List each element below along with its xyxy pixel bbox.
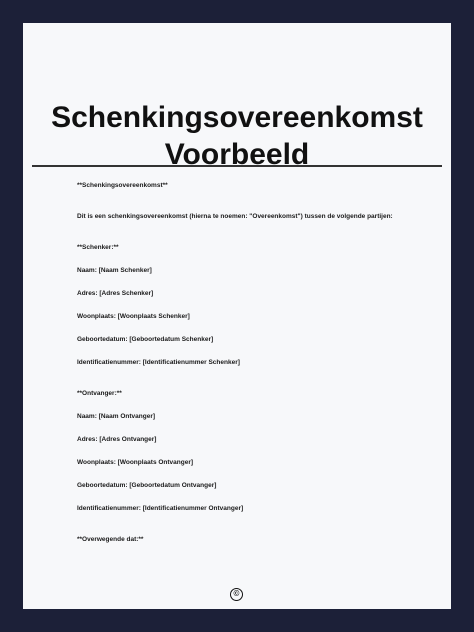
recipient-residence: Woonplaats: [Woonplaats Ontvanger] [77, 459, 194, 466]
title-divider [32, 165, 442, 167]
copyright-icon: © [230, 588, 243, 601]
intro-paragraph: Dit is een schenkingsovereenkomst (hierna te noemen: "Overeenkomst") tussen de volgende partijen: [77, 213, 393, 220]
recipient-name: Naam: [Naam Ontvanger] [77, 413, 156, 420]
recipient-birthdate: Geboortedatum: [Geboortedatum Ontvanger] [77, 482, 217, 489]
donor-residence: Woonplaats: [Woonplaats Schenker] [77, 313, 190, 320]
recipient-id-number: Identificatienummer: [Identificatienummer Ontvanger] [77, 505, 244, 512]
donor-id-number: Identificatienummer: [Identificatienummer Schenker] [77, 359, 240, 366]
title-line-2: Voorbeeld [164, 138, 310, 171]
recipient-address: Adres: [Adres Ontvanger] [77, 436, 157, 443]
donor-name: Naam: [Naam Schenker] [77, 267, 152, 274]
donor-address: Adres: [Adres Schenker] [77, 290, 154, 297]
title-line-1: Schenkingsovereenkomst [51, 101, 423, 134]
document-page [23, 23, 451, 609]
donor-birthdate: Geboortedatum: [Geboortedatum Schenker] [77, 336, 214, 343]
heading-donor: **Schenker:** [77, 244, 119, 251]
document-title [23, 99, 451, 173]
heading-whereas: **Overwegende dat:** [77, 536, 144, 543]
heading-recipient: **Ontvanger:** [77, 390, 122, 397]
heading-agreement: **Schenkingsovereenkomst** [77, 182, 168, 189]
